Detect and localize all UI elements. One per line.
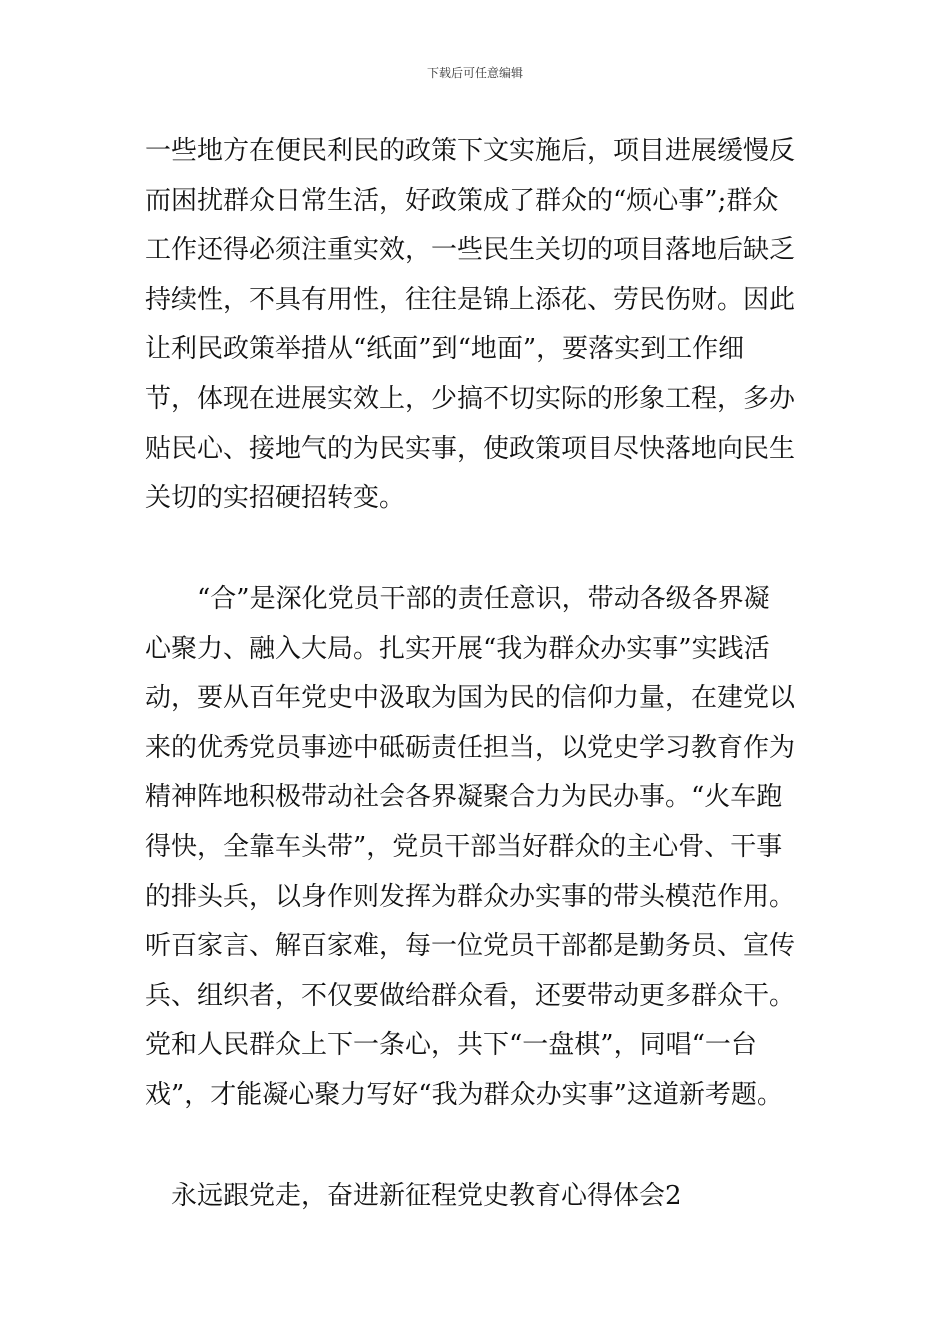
text-line: 的排头兵，以身作则发挥为群众办实事的带头模范作用。	[145, 881, 796, 912]
text-line: 而困扰群众日常生活，好政策成了群众的“烦心事”;群众	[145, 185, 779, 216]
text-line: “合”是深化党员干部的责任意识，带动各级各界凝	[145, 584, 770, 614]
text-line: 戏”，才能凝心聚力写好“我为群众办实事”这道新考题。	[145, 1079, 783, 1110]
paragraph-1	[145, 127, 815, 524]
text-line: 来的优秀党员事迹中砥砺责任担当，以党史学习教育作为	[145, 732, 796, 763]
text-line: 心聚力、融入大局。扎实开展“我为群众办实事”实践活	[145, 633, 770, 664]
text-line: 听百家言、解百家难，每一位党员干部都是勤务员、宣传	[145, 931, 796, 962]
text-line: 节，体现在进展实效上，少搞不切实际的形象工程，多办	[145, 383, 796, 414]
text-line: 工作还得必须注重实效，一些民生关切的项目落地后缺乏	[145, 235, 796, 266]
text-line: 关切的实招硬招转变。	[145, 483, 406, 514]
text-line: 得快，全靠车头带”，党员干部当好群众的主心骨、干事	[145, 831, 783, 862]
page-header: 下载后可任意编辑	[426, 66, 523, 80]
text-line: 让利民政策举措从“纸面”到“地面”，要落实到工作细	[145, 334, 745, 365]
section-title	[145, 1172, 815, 1222]
text-line: 一些地方在便民利民的政策下文实施后，项目进展缓慢反	[145, 136, 796, 166]
text-line: 兵、组织者，不仅要做给群众看，还要带动更多群众干。	[145, 980, 796, 1011]
text-line: 动，要从百年党史中汲取为国为民的信仰力量，在建党以	[145, 683, 796, 714]
text-line: 党和人民群众上下一条心，共下“一盘棋”，同唱“一台	[145, 1030, 757, 1061]
text-line: 永远跟党走，奋进新征程党史教育心得体会2	[145, 1181, 682, 1211]
text-line: 精神阵地积极带动社会各界凝聚合力为民办事。“火车跑	[145, 782, 783, 813]
paragraph-2	[145, 575, 815, 1121]
text-line: 持续性，不具有用性，往往是锦上添花、劳民伤财。因此	[145, 284, 796, 315]
text-line: 贴民心、接地气的为民实事，使政策项目尽快落地向民生	[145, 433, 796, 464]
